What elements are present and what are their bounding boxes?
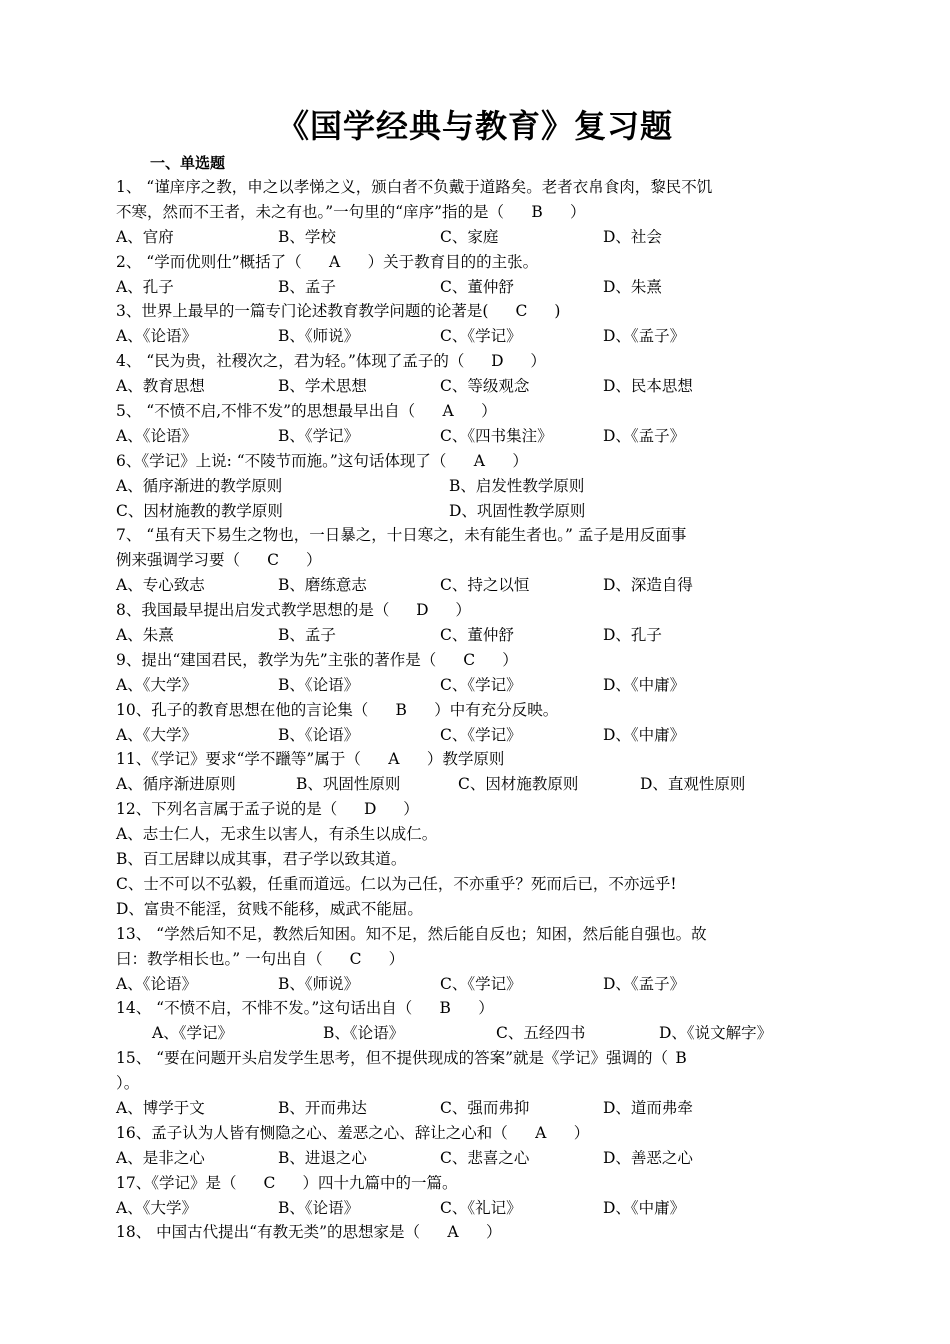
- answer-letter: A: [447, 1223, 459, 1242]
- answer-option: D、《中庸》: [603, 1198, 686, 1217]
- answer-option: D、《说文解字》: [659, 1024, 773, 1043]
- text-line: [116, 1021, 861, 1046]
- answer-option: D、直观性原则: [640, 775, 746, 794]
- answer-option: B、学校: [278, 227, 336, 246]
- answer-option: C、悲喜之心: [440, 1148, 530, 1167]
- answer-option: A、《论语》: [116, 327, 197, 346]
- answer-letter: C: [515, 302, 528, 321]
- answer-letter: B: [395, 700, 407, 719]
- answer-option: B、《师说》: [278, 327, 360, 346]
- text-line: [116, 822, 861, 847]
- text-line: [116, 200, 861, 225]
- answer-option: D、巩固性教学原则: [449, 501, 586, 520]
- answer-option: B、开而弗达: [278, 1098, 367, 1117]
- page-title: 《国学经典与教育》复习题: [276, 107, 673, 145]
- answer-option: B、孟子: [278, 277, 336, 296]
- answer-option: D、社会: [603, 227, 662, 246]
- answer-option: B、巩固性原则: [296, 775, 401, 794]
- text-line: [116, 548, 861, 573]
- question-text-end: ): [554, 302, 561, 321]
- question-text: 例来强调学习要（: [116, 551, 241, 570]
- answer-letter: A: [388, 750, 400, 769]
- answer-option: D、《中庸》: [603, 675, 686, 694]
- answer-option: C、强而弗抑: [440, 1098, 530, 1117]
- text-line: [116, 797, 861, 822]
- answer-option: C、持之以恒: [440, 576, 530, 595]
- answer-option: C、《学记》: [440, 327, 522, 346]
- answer-option: A、《大学》: [116, 725, 197, 744]
- question-text: 曰：教学相长也。” 一句出自（: [116, 949, 323, 968]
- answer-option: C、五经四书: [496, 1024, 586, 1043]
- question-text: 12、下列名言属于孟子说的是（: [116, 800, 338, 819]
- answer-letter: A: [535, 1123, 547, 1142]
- answer-option: A、循序渐进的教学原则: [116, 476, 283, 495]
- answer-option: D、《孟子》: [603, 327, 686, 346]
- answer-letter: C: [463, 650, 476, 669]
- answer-option: D、民本思想: [603, 377, 693, 396]
- question-text: 17、《学记》是（: [116, 1173, 237, 1192]
- text-line: [116, 1220, 861, 1245]
- question-text-end: ）: [570, 202, 586, 221]
- line-text: 1、 “谨庠序之教，申之以孝悌之义，颁白者不负戴于道路矣。老者衣帛食肉，黎民不饥: [116, 178, 713, 196]
- answer-option: D、道而弗牵: [603, 1098, 693, 1117]
- answer-option: D、《中庸》: [603, 725, 686, 744]
- answer-option: D、深造自得: [603, 576, 693, 595]
- text-line: [116, 474, 861, 499]
- question-text: 15、 “要在问题开头启发学生思考，但不提供现成的答案”就是《学记》强调的（: [116, 1049, 669, 1068]
- text-line: [116, 972, 861, 997]
- answer-option: C、家庭: [440, 227, 499, 246]
- answer-option: C、《礼记》: [440, 1198, 522, 1217]
- text-line: [116, 847, 861, 872]
- answer-option: C、《学记》: [440, 974, 522, 993]
- text-line: [116, 1196, 861, 1221]
- question-text-end: ）: [403, 800, 419, 819]
- answer-option: B、《论语》: [278, 725, 360, 744]
- text-line: [116, 275, 861, 300]
- text-line: [116, 1071, 861, 1096]
- text-line: [116, 1121, 861, 1146]
- text-line: [116, 1146, 861, 1171]
- text-line: [116, 324, 861, 349]
- question-text: 10、孔子的教育思想在他的言论集（: [116, 700, 369, 719]
- answer-option: B、《论语》: [278, 675, 360, 694]
- answer-option: B、《学记》: [278, 426, 360, 445]
- question-text: 不寒，然而不王者，未之有也。”一句里的“庠序”指的是（: [116, 202, 505, 221]
- answer-option: D、朱熹: [603, 277, 662, 296]
- text-line: [116, 772, 861, 797]
- answer-option: B、《师说》: [278, 974, 360, 993]
- answer-option: A、官府: [116, 227, 174, 246]
- text-line: [116, 399, 861, 424]
- question-text-end: ）教学原则: [426, 750, 505, 769]
- answer-option: B、进退之心: [278, 1148, 367, 1167]
- answer-option: D、孔子: [603, 626, 662, 645]
- question-text-end: ）: [455, 601, 471, 620]
- question-text-end: ）: [388, 949, 405, 968]
- line-text: C、士不可以不弘毅，任重而道远。仁以为己任，不亦重乎？死而后已，不亦远乎!: [116, 874, 677, 893]
- text-line: [116, 499, 861, 524]
- answer-option: D、《孟子》: [603, 974, 686, 993]
- text-line: [116, 1096, 861, 1121]
- text-line: [116, 349, 861, 374]
- question-text-end: ）中有充分反映。: [434, 700, 559, 719]
- answer-letter: B: [675, 1049, 687, 1068]
- answer-option: A、是非之心: [116, 1148, 205, 1167]
- answer-option: D、善恶之心: [603, 1148, 693, 1167]
- answer-option: C、因材施教的教学原则: [116, 501, 283, 520]
- text-line: [116, 623, 861, 648]
- answer-letter: D: [416, 601, 429, 620]
- question-text-end: ）: [502, 650, 518, 669]
- text-line: [116, 996, 861, 1021]
- answer-letter: A: [473, 451, 485, 470]
- question-text: 3、世界上最早的一篇专门论述教育教学问题的论著是(: [116, 302, 489, 321]
- answer-option: A、《大学》: [116, 675, 197, 694]
- question-text-end: ）: [478, 999, 494, 1018]
- question-text: 5、 “不愤不启,不悱不发”的思想最早出自（: [116, 402, 416, 421]
- question-text: 6、《学记》上说: “不陵节而施。”这句话体现了（: [116, 451, 447, 470]
- answer-option: A、孔子: [116, 277, 174, 296]
- answer-option: C、因材施教原则: [458, 775, 579, 794]
- answer-option: C、《学记》: [440, 725, 522, 744]
- question-text-end: ）: [486, 1223, 502, 1242]
- text-line: [116, 175, 861, 200]
- line-text: 13、 “学然后知不足，教然后知困。知不足，然后能自反也；知困，然后能自强也。故: [116, 924, 707, 943]
- line-text: B、百工居肆以成其事，君子学以致其道。: [116, 850, 407, 869]
- answer-option: B、启发性教学原则: [449, 476, 585, 495]
- text-line: [116, 1171, 861, 1196]
- answer-letter: A: [329, 252, 341, 271]
- question-text: 18、 中国古代提出“有教无类”的思想家是（: [116, 1223, 420, 1242]
- section-heading: 一、单选题: [150, 154, 226, 172]
- answer-option: A、循序渐进原则: [116, 775, 236, 794]
- text-line: [116, 872, 861, 897]
- answer-option: B、《论语》: [323, 1024, 405, 1043]
- text-line: [116, 250, 861, 275]
- answer-option: C、董仲舒: [440, 626, 514, 645]
- answer-option: C、董仲舒: [440, 277, 514, 296]
- question-text: 14、 “不愤不启，不悱不发。”这句话出自（: [116, 999, 413, 1018]
- text-line: [116, 598, 861, 623]
- answer-option: A、教育思想: [116, 377, 205, 396]
- question-text-end: ）: [306, 551, 322, 570]
- text-line: [116, 1046, 861, 1071]
- question-text-end: ）关于教育目的的主张。: [367, 252, 539, 271]
- text-line: [116, 225, 861, 250]
- line-text: A、志士仁人，无求生以害人，有杀生以成仁。: [116, 825, 438, 844]
- question-text-end: ）: [512, 451, 528, 470]
- text-line: [116, 299, 861, 324]
- answer-option: B、孟子: [278, 626, 336, 645]
- answer-letter: D: [491, 352, 504, 371]
- question-text-end: ）: [481, 402, 497, 421]
- answer-option: A、《大学》: [116, 1198, 197, 1217]
- answer-option: A、专心致志: [116, 576, 205, 595]
- question-text-end: ）: [530, 352, 546, 371]
- question-text: 9、提出“建国君民，教学为先”主张的著作是（: [116, 650, 437, 669]
- text-line: [116, 723, 861, 748]
- answer-letter: B: [531, 202, 543, 221]
- answer-letter: D: [364, 800, 377, 819]
- line-text: ）。: [116, 1074, 140, 1093]
- question-text: 8、我国最早提出启发式教学思想的是（: [116, 601, 390, 620]
- answer-option: B、学术思想: [278, 377, 367, 396]
- line-text: 7、 “虽有天下易生之物也，一日暴之，十日寒之，未有能生者也。” 孟子是用反面事: [116, 526, 687, 545]
- text-line: [116, 698, 861, 723]
- question-text: 11、《学记》要求“学不躐等”属于（: [116, 750, 361, 769]
- question-text: 4、 “民为贵，社稷次之，君为轻。”体现了孟子的（: [116, 352, 465, 371]
- answer-option: C、《四书集注》: [440, 426, 553, 445]
- answer-option: A、《论语》: [116, 974, 197, 993]
- answer-option: A、《论语》: [116, 426, 197, 445]
- text-line: [116, 449, 861, 474]
- question-text: 16、孟子认为人皆有恻隐之心、羞恶之心、辞让之心和（: [116, 1123, 508, 1142]
- text-line: [116, 947, 861, 972]
- answer-letter: A: [442, 402, 454, 421]
- text-line: [116, 374, 861, 399]
- text-line: [116, 424, 861, 449]
- text-line: [116, 897, 861, 922]
- text-line: [116, 673, 861, 698]
- answer-option: B、磨练意志: [278, 576, 367, 595]
- answer-option: C、《学记》: [440, 675, 522, 694]
- answer-option: A、朱熹: [116, 626, 174, 645]
- text-line: [116, 922, 861, 947]
- text-line: [116, 648, 861, 673]
- question-text-end: ）: [573, 1123, 590, 1142]
- question-list: [116, 175, 861, 1245]
- answer-option: D、《孟子》: [603, 426, 686, 445]
- answer-option: B、《论语》: [278, 1198, 360, 1217]
- question-text: 2、 “学而优则仕”概括了（: [116, 252, 302, 271]
- answer-letter: B: [439, 999, 451, 1018]
- text-line: [116, 747, 861, 772]
- text-line: [116, 523, 861, 548]
- line-text: D、富贵不能淫，贫贱不能移，威武不能屈。: [116, 899, 423, 918]
- text-line: [116, 573, 861, 598]
- question-text-end: ）四十九篇中的一篇。: [302, 1173, 458, 1192]
- answer-option: A、《学记》: [152, 1024, 233, 1043]
- answer-letter: C: [263, 1173, 276, 1192]
- answer-option: A、博学于文: [116, 1098, 205, 1117]
- answer-letter: C: [349, 949, 362, 968]
- answer-letter: C: [267, 551, 279, 570]
- answer-option: C、等级观念: [440, 377, 530, 396]
